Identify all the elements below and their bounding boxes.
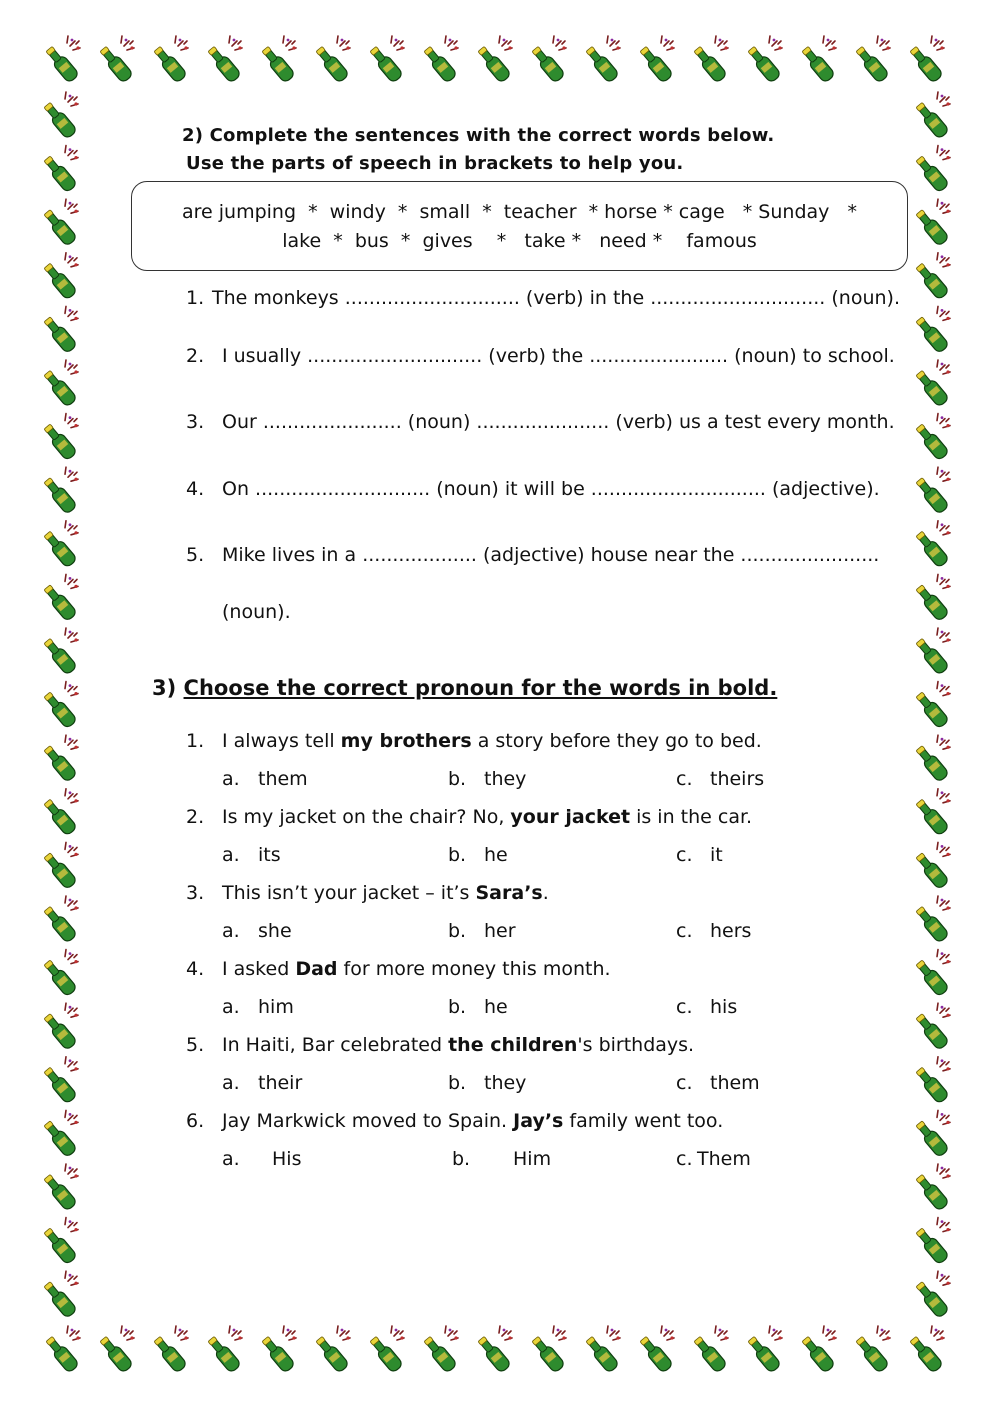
question-sentence xyxy=(222,730,762,752)
bold-target-words: Sara’s xyxy=(475,882,543,904)
word-bank-line1: are jumping * windy * small * teacher * horse * cage * Sunday * xyxy=(181,201,858,223)
option-letter: c. xyxy=(676,1072,693,1094)
option-letter: a. xyxy=(222,996,240,1018)
section3-heading xyxy=(152,676,777,700)
item-number: 1. xyxy=(186,287,205,309)
sentence-text: Jay Markwick moved to Spain. xyxy=(222,1110,514,1132)
question-number: 4. xyxy=(186,958,205,980)
option-letter: b. xyxy=(448,768,467,790)
bold-target-words: your jacket xyxy=(510,806,631,828)
question-sentence xyxy=(222,806,752,828)
option-text[interactable]: he xyxy=(484,844,508,866)
sentence-text: This isn’t your jacket – it’s xyxy=(222,882,476,904)
option-text[interactable]: them xyxy=(710,1072,760,1094)
section2-heading-line1: 2) Complete the sentences with the correct words below. xyxy=(182,125,775,146)
word-bank-box xyxy=(131,181,908,271)
section2-heading-line2: Use the parts of speech in brackets to help you. xyxy=(186,153,684,174)
question-number: 3. xyxy=(186,882,205,904)
question-number: 1. xyxy=(186,730,205,752)
option-text[interactable]: Them xyxy=(697,1148,751,1170)
sentence-text: a story before they go to bed. xyxy=(471,730,762,752)
question-number: 5. xyxy=(186,1034,205,1056)
option-letter: c. xyxy=(676,996,693,1018)
sentence-text: is in the car. xyxy=(630,806,753,828)
sentence-text: . xyxy=(542,882,549,904)
option-text[interactable]: hers xyxy=(710,920,752,942)
fill-in-sentence: Our ....................... (noun) ...................... (verb) us a test every month. xyxy=(222,411,895,433)
option-text[interactable]: Him xyxy=(513,1148,552,1170)
option-letter: b. xyxy=(452,1148,471,1170)
question-number: 2. xyxy=(186,806,205,828)
item-number: 5. xyxy=(186,544,205,566)
sentence-text: In Haiti, Bar celebrated xyxy=(222,1034,449,1056)
option-letter: a. xyxy=(222,768,240,790)
fill-in-sentence: I usually ............................. (verb) the ....................... (noun) to school. xyxy=(222,345,895,367)
option-letter: a. xyxy=(222,920,240,942)
option-letter: b. xyxy=(448,844,467,866)
fill-in-sentence: The monkeys ............................. (verb) in the ............................. (noun). xyxy=(212,287,900,309)
option-text[interactable]: it xyxy=(710,844,723,866)
option-letter: a. xyxy=(222,844,240,866)
option-text[interactable]: their xyxy=(258,1072,303,1094)
option-text[interactable]: she xyxy=(258,920,292,942)
fill-in-sentence: On ............................. (noun) it will be ............................. (adjective). xyxy=(222,478,880,500)
question-sentence xyxy=(222,882,549,904)
fill-in-sentence: Mike lives in a ................... (adjective) house near the ....................... xyxy=(222,544,880,566)
option-text[interactable]: his xyxy=(710,996,738,1018)
option-letter: a. xyxy=(222,1148,240,1170)
option-letter: c. xyxy=(676,768,693,790)
bold-target-words: the children xyxy=(448,1034,578,1056)
option-text[interactable]: they xyxy=(484,1072,527,1094)
option-text[interactable]: them xyxy=(258,768,308,790)
question-sentence xyxy=(222,958,611,980)
option-text[interactable]: him xyxy=(258,996,294,1018)
bold-target-words: my brothers xyxy=(340,730,472,752)
item-number: 2. xyxy=(186,345,205,367)
question-sentence xyxy=(222,1034,694,1056)
option-text[interactable]: he xyxy=(484,996,508,1018)
bold-target-words: Dad xyxy=(295,958,338,980)
option-text[interactable]: they xyxy=(484,768,527,790)
sentence-text: for more money this month. xyxy=(337,958,611,980)
bold-target-words: Jay’s xyxy=(513,1110,564,1132)
option-text[interactable]: her xyxy=(484,920,516,942)
option-letter: c. xyxy=(676,844,693,866)
item-number: 4. xyxy=(186,478,205,500)
question-number: 6. xyxy=(186,1110,205,1132)
word-bank-line2: lake * bus * gives * take * need * famous xyxy=(282,230,757,252)
question-sentence xyxy=(222,1110,723,1132)
option-letter: c. xyxy=(676,1148,693,1170)
option-letter: b. xyxy=(448,920,467,942)
sentence-text: family went too. xyxy=(563,1110,724,1132)
item-number: 3. xyxy=(186,411,205,433)
option-text[interactable]: His xyxy=(272,1148,302,1170)
option-text[interactable]: theirs xyxy=(710,768,765,790)
section3-title: Choose the correct pronoun for the words in bold. xyxy=(183,676,778,700)
option-letter: c. xyxy=(676,920,693,942)
sentence-text: I asked xyxy=(222,958,296,980)
option-text[interactable]: its xyxy=(258,844,281,866)
sentence-text: Is my jacket on the chair? No, xyxy=(222,806,511,828)
option-letter: b. xyxy=(448,1072,467,1094)
option-letter: b. xyxy=(448,996,467,1018)
fill-in-sentence-continuation: (noun). xyxy=(222,601,291,623)
option-letter: a. xyxy=(222,1072,240,1094)
section3-number: 3) xyxy=(152,676,177,700)
sentence-text: I always tell xyxy=(222,730,341,752)
sentence-text: 's birthdays. xyxy=(577,1034,695,1056)
